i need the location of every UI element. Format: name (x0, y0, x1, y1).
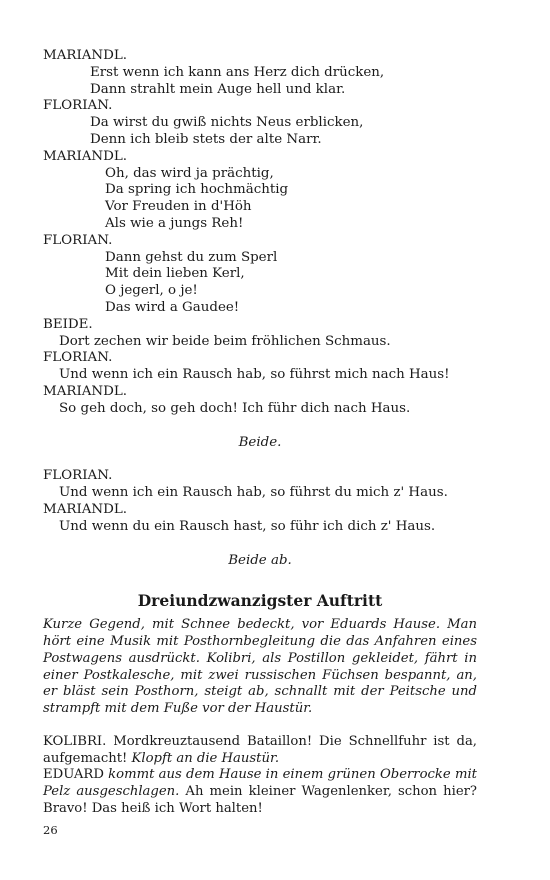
dialogue-block-1 (43, 48, 477, 418)
speaker-name: FLORIAN. (43, 468, 113, 484)
speaker-eduard: EDUARD (43, 767, 109, 783)
scene-heading: Dreiundzwanzigster Auftritt (137, 591, 383, 611)
scene-description: Kurze Gegend, mit Schnee bedeckt, vor Eduards Hause. Man hört eine Musik mit Posthornbegleitung die das Anfahren eines Postwagens ausdrückt. Kolibri, als Postillon gekleidet, fährt in einer Postkalesche, mit zwei russischen Füchsen bespannt, an, er bläst sein Posthorn, steigt ab, schnallt mit der Peitsche und strampft mit dem Fuße vor der Haustür. (43, 617, 477, 717)
eduard-speech (43, 767, 477, 817)
dialogue-line: Als wie a jungs Reh! (105, 215, 244, 231)
kolibri-speech (43, 734, 477, 768)
dialogue-line: Vor Freuden in d'Höh (105, 199, 252, 215)
stage-direction-beide: Beide. (238, 434, 282, 450)
speaker-name: FLORIAN. (43, 98, 113, 114)
dialogue-line: Da wirst du gwiß nichts Neus erblicken, (90, 115, 364, 131)
dialogue-line: Und wenn ich ein Rausch hab, so führst mich nach Haus! (59, 367, 450, 383)
eduard-direction: kommt aus dem Hause in einem grünen Oberrocke mit Pelz ausgeschlagen. (43, 767, 477, 800)
page-number: 26 (43, 823, 58, 837)
dialogue-line: Das wird a Gaudee! (105, 299, 240, 315)
dialogue-line: Und wenn ich ein Rausch hab, so führst du mich z' Haus. (59, 485, 448, 501)
dialogue-line: Dann gehst du zum Sperl (105, 249, 278, 265)
kolibri-direction: Klopft an die Haustür. (131, 750, 280, 766)
speaker-kolibri: KOLIBRI. (43, 733, 107, 749)
dialogue-block-2 (43, 468, 477, 535)
speaker-name: MARIANDL. (43, 48, 128, 63)
dialogue-line: Mit dein lieben Kerl, (105, 266, 245, 282)
speaker-name: FLORIAN. (43, 350, 113, 366)
dialogue-line: Erst wenn ich kann ans Herz dich drücken, (90, 64, 385, 80)
page-body (43, 48, 477, 818)
speaker-name: MARIANDL. (43, 383, 128, 399)
speaker-name: MARIANDL. (43, 501, 128, 517)
speaker-name: FLORIAN. (43, 232, 113, 248)
dialogue-line: Denn ich bleib stets der alte Narr. (90, 131, 322, 147)
dialogue-line: Dann strahlt mein Auge hell und klar. (90, 81, 346, 97)
stage-direction-beide-ab: Beide ab. (228, 552, 292, 568)
eduard-speech-text: Ah mein kleiner Wagenlenker, schon hier? Bravo! Das heiß ich Wort halten! (43, 784, 477, 817)
speaker-name: MARIANDL. (43, 148, 128, 164)
kolibri-speech-text: Mordkreuztausend Bataillon! Die Schnellfuhr ist da, aufgemacht! (43, 733, 477, 766)
dialogue-line: Oh, das wird ja prächtig, (105, 165, 274, 181)
dialogue-line: O jegerl, o je! (105, 283, 198, 299)
dialogue-line: Dort zechen wir beide beim fröhlichen Schmaus. (59, 333, 391, 349)
dialogue-line: Und wenn du ein Rausch hast, so führ ich dich z' Haus. (59, 518, 436, 534)
dialogue-line: Da spring ich hochmächtig (105, 182, 289, 198)
speaker-name: BEIDE. (43, 316, 93, 332)
dialogue-line: So geh doch, so geh doch! Ich führ dich nach Haus. (59, 400, 411, 416)
